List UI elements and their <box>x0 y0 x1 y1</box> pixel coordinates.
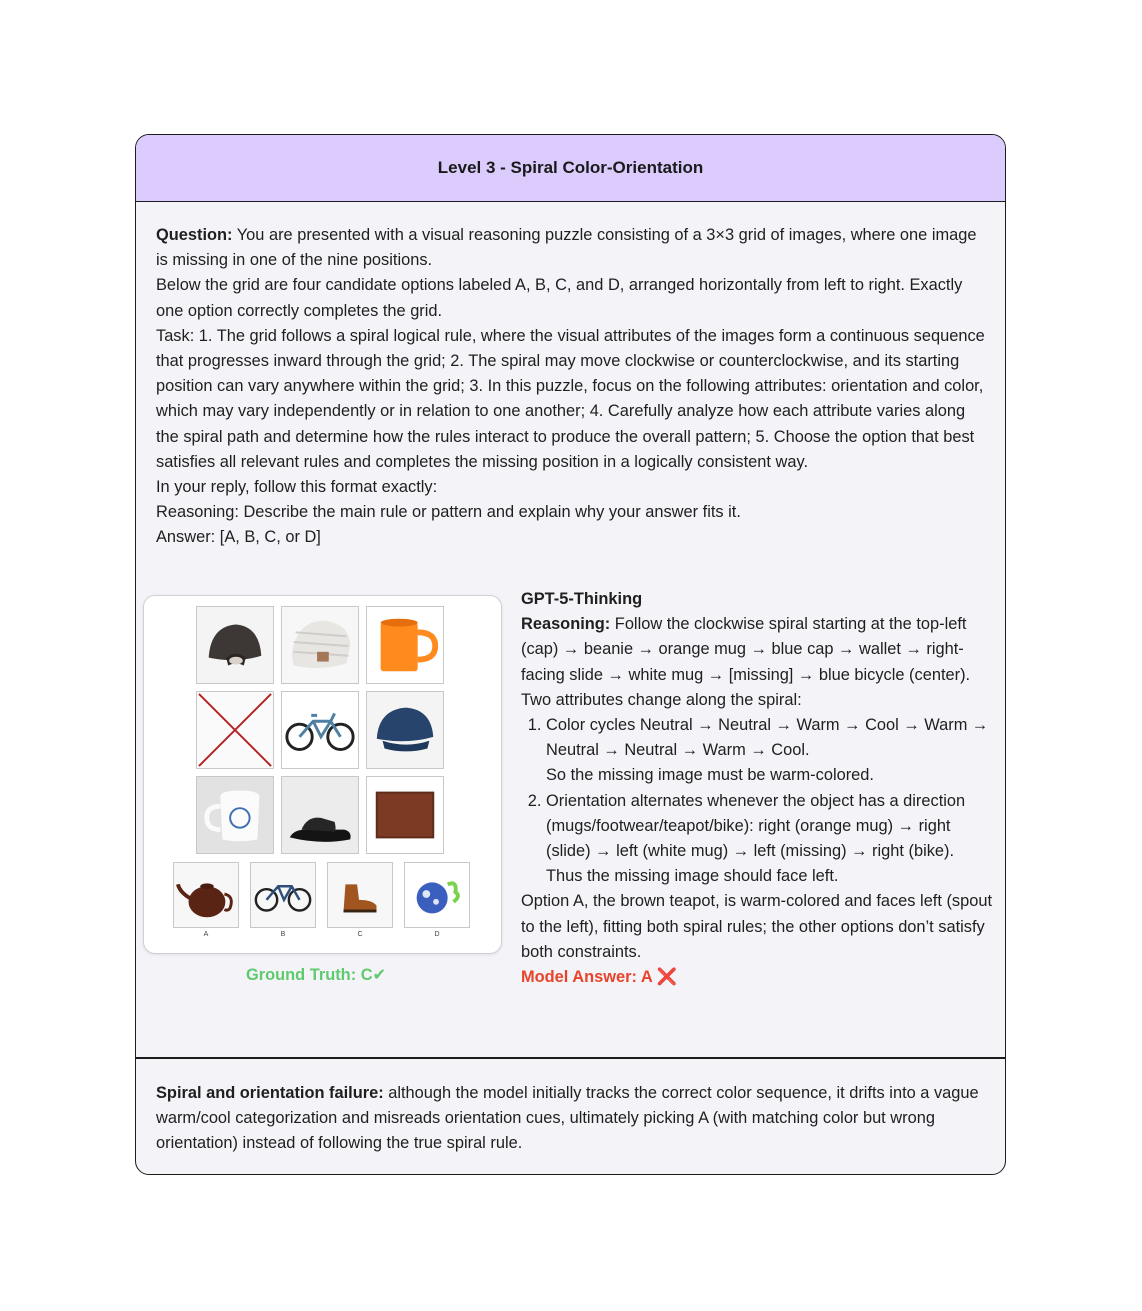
question-text-1: You are presented with a visual reasoning puzzle consisting of a 3×3 grid of images, where one image is missing in one of the nine positions. <box>156 226 977 270</box>
list-item-note: Thus the missing image should face left. <box>546 867 839 886</box>
summary-label: Spiral and orientation failure: <box>156 1084 384 1102</box>
white-mug-icon <box>196 776 274 854</box>
ground-truth-text: Ground Truth: C <box>246 966 373 984</box>
option-c-boot-icon <box>327 862 393 928</box>
cross-icon: ❌ <box>656 968 678 987</box>
option-d-label: D <box>434 931 440 938</box>
check-icon: ✔ <box>372 966 387 984</box>
list-item-note: So the missing image must be warm-colored. <box>546 766 874 785</box>
question-block <box>156 223 991 551</box>
option-c-label: C <box>357 931 363 938</box>
divider <box>136 1057 1005 1059</box>
question-label: Question: <box>156 226 233 244</box>
question-reasoning-format: Reasoning: Describe the main rule or pattern and explain why your answer fits it. <box>156 503 741 522</box>
bicycle-icon <box>281 691 359 769</box>
ground-truth <box>246 965 386 985</box>
model-conclusion: Option A, the brown teapot, is warm-colored and faces left (spout to the left), fitting both spiral rules; the other options don’t satisfy both constraints. <box>521 892 993 961</box>
list-item: 2. Orientation alternates whenever the object has a direction (mugs/footwear/teapot/bike): right (orange mug) → right (slide) → left (white mug) → left (missing) → right (bike). Thus the missing image should face left. <box>546 789 996 890</box>
puzzle-image <box>143 595 502 954</box>
model-response <box>521 587 996 990</box>
summary-text: although the model initially tracks the correct color sequence, it drifts into a vague warm/cool categorization and misreads orientation cues, ultimately picking A (with matching color but wrong orientation) instead of following the true spiral rule. <box>156 1084 979 1153</box>
orange-mug-icon <box>366 606 444 684</box>
list-item: 1. Color cycles Neutral → Neutral → Warm → Cool → Warm → Neutral → Neutral → Warm → Cool. So the missing image must be warm-colored. <box>546 713 996 789</box>
card-title: Level 3 - Spiral Color-Orientation <box>136 135 1005 202</box>
option-b-label: B <box>280 931 286 938</box>
reasoning-label: Reasoning: <box>521 615 611 634</box>
cap-icon <box>196 606 274 684</box>
missing-x-icon <box>196 691 274 769</box>
blue-cap-icon <box>366 691 444 769</box>
option-b-bicycle-icon <box>250 862 316 928</box>
case-card <box>135 134 1006 1175</box>
reasoning-text: Follow the clockwise spiral starting at the top-left (cap) → beanie → orange mug → blue cap → wallet → right-facing slide → white mug → [missing] → blue bicycle (center). <box>521 615 971 684</box>
question-answer-format: Answer: [A, B, C, or D] <box>156 528 321 547</box>
wallet-icon <box>366 776 444 854</box>
option-a-teapot-icon <box>173 862 239 928</box>
question-text-2: Below the grid are four candidate options labeled A, B, C, and D, arranged horizontally from left to right. Exactly one option correctly completes the grid. <box>156 276 963 320</box>
failure-summary <box>156 1081 991 1157</box>
option-d-toy-icon <box>404 862 470 928</box>
attribute-list <box>521 713 996 889</box>
question-task: Task: 1. The grid follows a spiral logical rule, where the visual attributes of the images form a continuous sequence that progresses inward through the grid; 2. The spiral may move clockwise or counterclockwise, and its starting position can vary anywhere within the grid; 3. In this puzzle, focus on the following attributes: orientation and color, which may vary independently or in relation to one another; 4. Carefully analyze how each attribute varies along the spiral path and determine how the rules interact to produce the overall pattern; 5. Choose the option that best satisfies all relevant rules and completes the missing position in a logically consistent way. <box>156 326 985 471</box>
attributes-intro: Two attributes change along the spiral: <box>521 690 802 709</box>
option-a-label: A <box>203 931 209 938</box>
model-answer: Model Answer: A ❌ <box>521 968 678 987</box>
beanie-icon <box>281 606 359 684</box>
slide-icon <box>281 776 359 854</box>
question-format: In your reply, follow this format exactly: <box>156 478 438 497</box>
model-name: GPT-5-Thinking <box>521 590 643 608</box>
